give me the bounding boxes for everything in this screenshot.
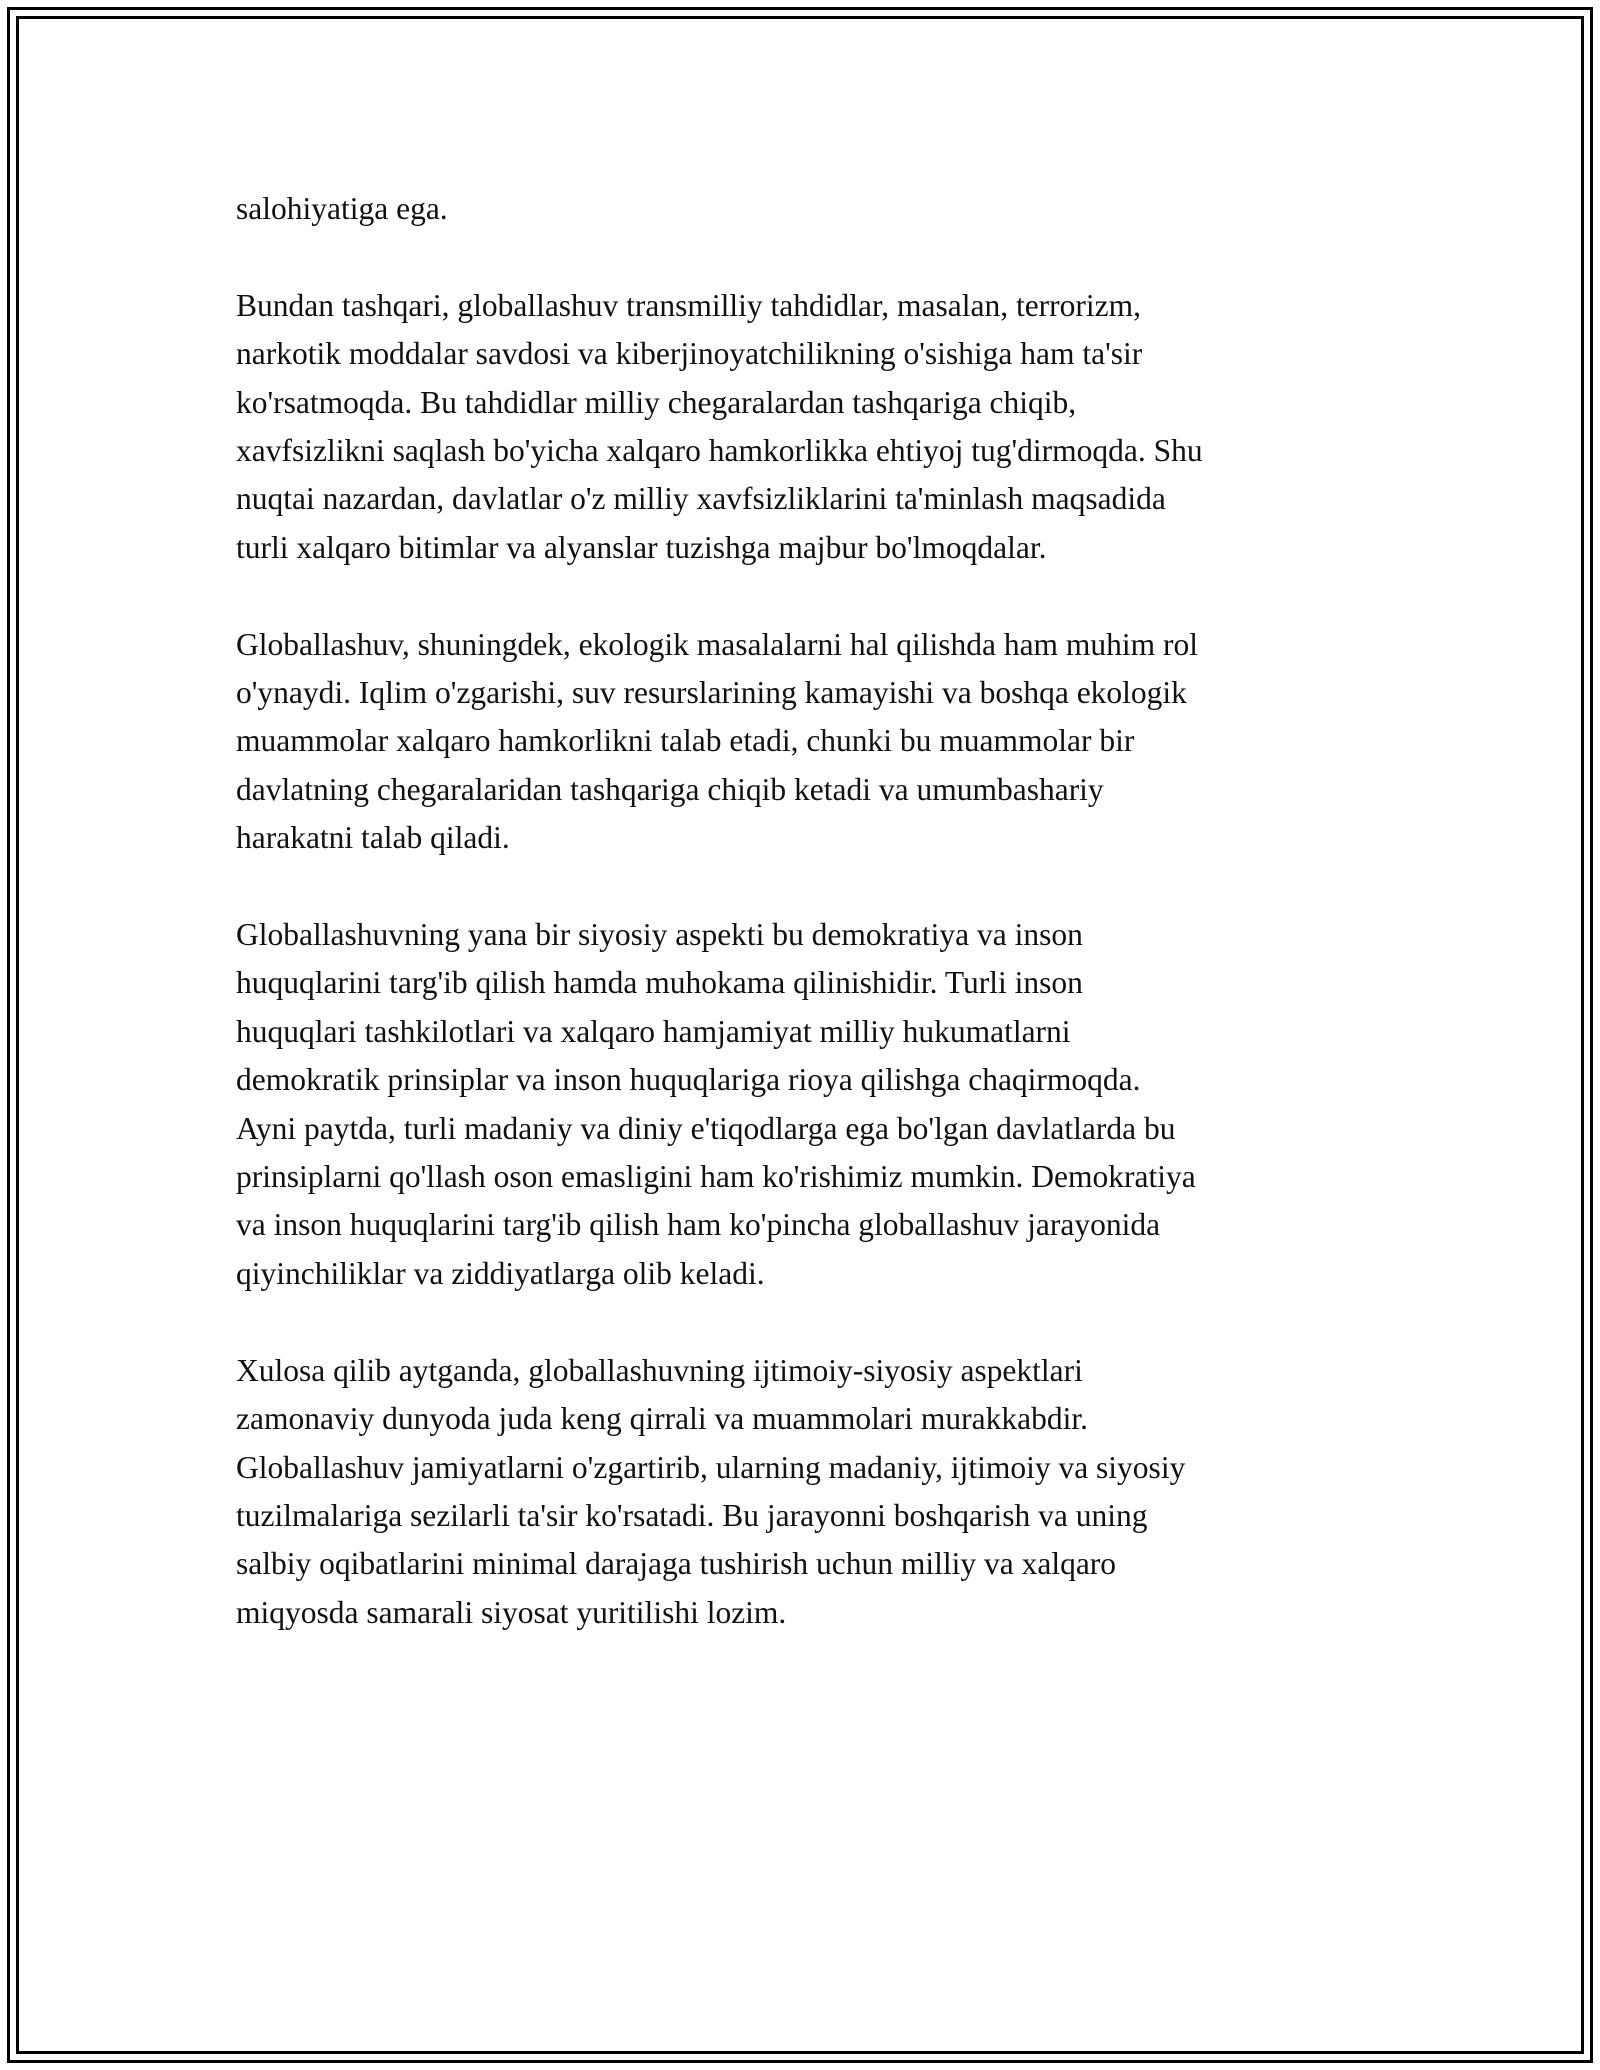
paragraph-democracy-human-rights: Globallashuvning yana bir siyosiy aspekti bu demokratiya va inson huquqlarini targ'ib qilish hamda muhokama qilinishidir. Turli inson huquqlari tashkilotlari va xalqaro hamjamiyat milliy hukumatlarni demokratik prinsiplar va inson huquqlariga rioya qilishga chaqirmoqda. Ayni paytda, turli madaniy va diniy e'tiqodlarga ega bo'lgan davlatlarda bu prinsiplarni qo'llash oson emasligini ham ko'rishimiz mumkin. Demokratiya va inson huquqlarini targ'ib qilish ham ko'pincha globallashuv jarayonida qiyinchiliklar va ziddiyatlarga olib keladi. — [236, 917, 1196, 1291]
paragraph-ecology: Globallashuv, shuningdek, ekologik masalalarni hal qilishda ham muhim rol o'ynaydi. Iqlim o'zgarishi, suv resurslarining kamayishi va boshqa ekologik muammolar xalqaro hamkorlikni talab etadi, chunki bu muammolar bir davlatning chegaralaridan tashqariga chiqib ketadi va umumbashariy harakatni talab qiladi. — [236, 626, 1199, 856]
paragraph-transnational-threats: Bundan tashqari, globallashuv transmilliy tahdidlar, masalan, terrorizm, narkotik moddalar savdosi va kiberjinoyatchilikning o'sishiga ham ta'sir ko'rsatmoqda. Bu tahdidlar milliy chegaralardan tashqariga chiqib, xavfsizlikni saqlash bo'yicha xalqaro hamkorlikka ehtiyoj tug'dirmoqda. Shu nuqtai nazardan, davlatlar o'z milliy xavfsizliklarini ta'minlash maqsadida turli xalqaro bitimlar va alyanslar tuzishga majbur bo'lmoqdalar. — [236, 287, 1203, 565]
paragraph-continuation: salohiyatiga ega. — [236, 191, 448, 226]
paragraph-conclusion: Xulosa qilib aytganda, globallashuvning ijtimoiy-siyosiy aspektlari zamonaviy dunyoda juda keng qirrali va muammolari murakkabdir. Globallashuv jamiyatlarni o'zgartirib, ularning madaniy, ijtimoiy va siyosiy tuzilmalariga sezilarli ta'sir ko'rsatadi. Bu jarayonni boshqarish va uning salbiy oqibatlarini minimal darajaga tushirish uchun milliy va xalqaro miqyosda samarali siyosat yuritilishi lozim. — [236, 1352, 1186, 1630]
document-body — [236, 185, 1376, 1686]
